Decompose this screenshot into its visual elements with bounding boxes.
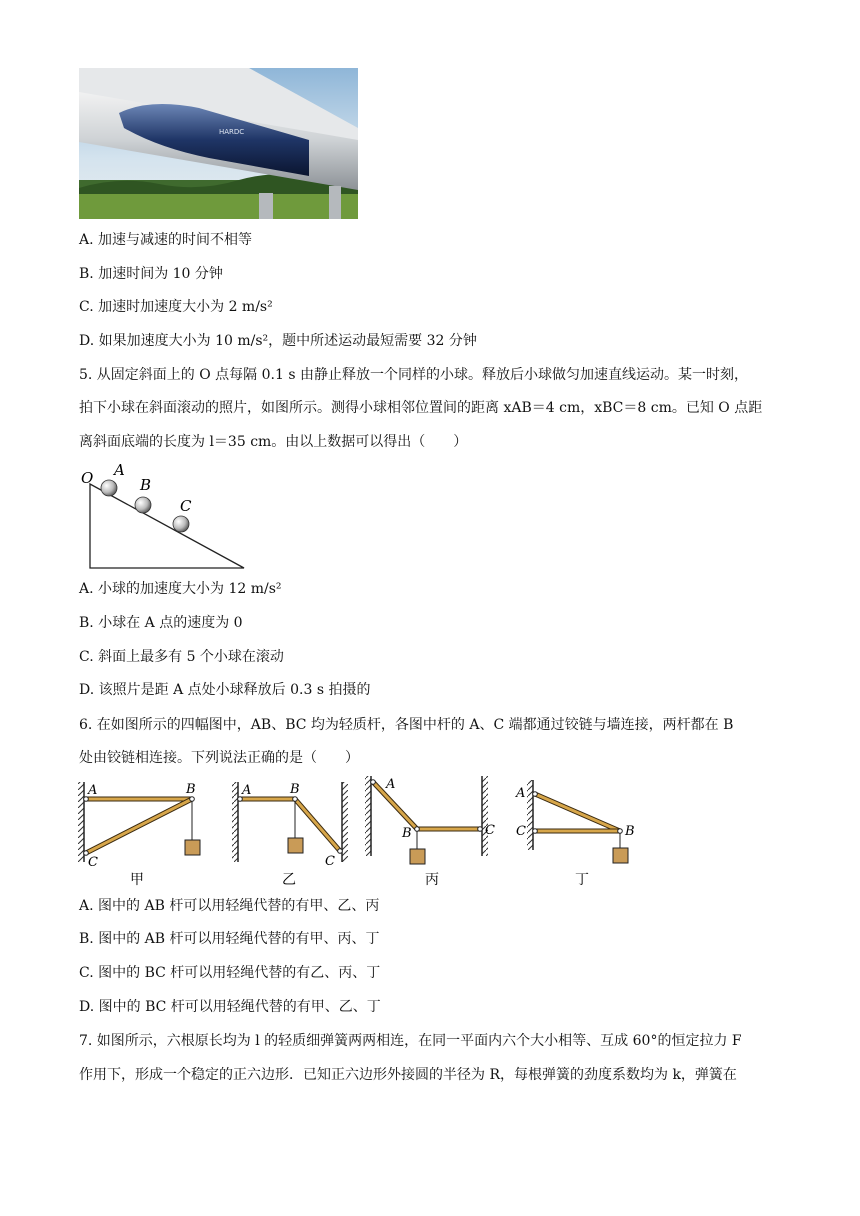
caption-yi: 乙 (282, 872, 296, 888)
q4-option-a: A. 加速与减速的时间不相等 (79, 232, 253, 248)
q4-option-b: B. 加速时间为 10 分钟 (79, 266, 223, 282)
svg-text:C: C (485, 823, 495, 838)
svg-text:C: C (88, 855, 98, 870)
ball-c (173, 516, 189, 532)
svg-text:A: A (242, 783, 252, 798)
q7-stem-line2: 作用下，形成一个稳定的正六边形．已知正六边形外接圆的半径为 R，每根弹簧的劲度系数均为 k，弹簧在 (79, 1067, 737, 1083)
q6-stem-line2: 处由铰链相连接。下列说法正确的是（ ） (79, 750, 359, 766)
caption-ding: 丁 (575, 872, 589, 888)
svg-text:A: A (516, 786, 526, 801)
ball-a (101, 480, 117, 496)
svg-text:B: B (625, 824, 635, 839)
svg-text:B: B (186, 782, 196, 797)
hyperloop-photo (79, 68, 358, 219)
q5-option-d: D. 该照片是距 A 点处小球释放后 0.3 s 拍摄的 (79, 682, 371, 698)
q4-option-d: D. 如果加速度大小为 10 m/s²，题中所述运动最短需要 32 分钟 (79, 333, 477, 349)
label-c: C (180, 497, 192, 515)
caption-bing: 丙 (425, 872, 439, 888)
q6-option-a: A. 图中的 AB 杆可以用轻绳代替的有甲、乙、丙 (79, 898, 380, 914)
pod-logo-text: HARDC (219, 128, 245, 136)
q6-option-b: B. 图中的 AB 杆可以用轻绳代替的有甲、丙、丁 (79, 931, 380, 947)
svg-text:B: B (402, 826, 412, 841)
svg-text:A: A (88, 783, 98, 798)
q5-incline-figure (76, 460, 256, 575)
q5-stem-line2: 拍下小球在斜面滚动的照片，如图所示。测得小球相邻位置间的距离 xAB＝4 cm，xBC＝8 cm。已知 O 点距 (79, 400, 763, 416)
caption-jia: 甲 (130, 872, 144, 888)
q6-option-c: C. 图中的 BC 杆可以用轻绳代替的有乙、丙、丁 (79, 965, 381, 981)
svg-text:B: B (290, 782, 300, 797)
svg-text:A: A (386, 777, 396, 792)
q7-stem-line1: 7. 如图所示，六根原长均为 l 的轻质细弹簧两两相连，在同一平面内六个大小相等、互成 60°的恒定拉力 F (79, 1033, 742, 1049)
figure-yi (232, 782, 348, 888)
q5-option-a: A. 小球的加速度大小为 12 m/s² (79, 581, 282, 597)
q6-four-figures (72, 772, 642, 890)
q6-stem-line1: 6. 在如图所示的四幅图中，AB、BC 均为轻质杆，各图中杆的 A、C 端都通过铰链与墙连接，两杆都在 B (79, 717, 734, 733)
svg-text:C: C (325, 854, 335, 869)
svg-text:C: C (516, 824, 526, 839)
q6-option-d: D. 图中的 BC 杆可以用轻绳代替的有甲、乙、丁 (79, 999, 381, 1015)
q5-option-c: C. 斜面上最多有 5 个小球在滚动 (79, 649, 284, 665)
q4-option-c: C. 加速时加速度大小为 2 m/s² (79, 299, 273, 315)
q5-stem-line1: 5. 从固定斜面上的 O 点每隔 0.1 s 由静止释放一个同样的小球。释放后小球做匀加速直线运动。某一时刻， (79, 367, 748, 383)
q5-option-b: B. 小球在 A 点的速度为 0 (79, 615, 243, 631)
label-a: A (114, 461, 125, 479)
figure-ding (515, 780, 635, 888)
figure-jia (78, 782, 200, 888)
figure-bing (365, 776, 495, 888)
label-o: O (81, 469, 94, 487)
ball-b (135, 497, 151, 513)
label-b: B (140, 476, 152, 494)
q5-stem-line3: 离斜面底端的长度为 l＝35 cm。由以上数据可以得出（ ） (79, 434, 468, 450)
